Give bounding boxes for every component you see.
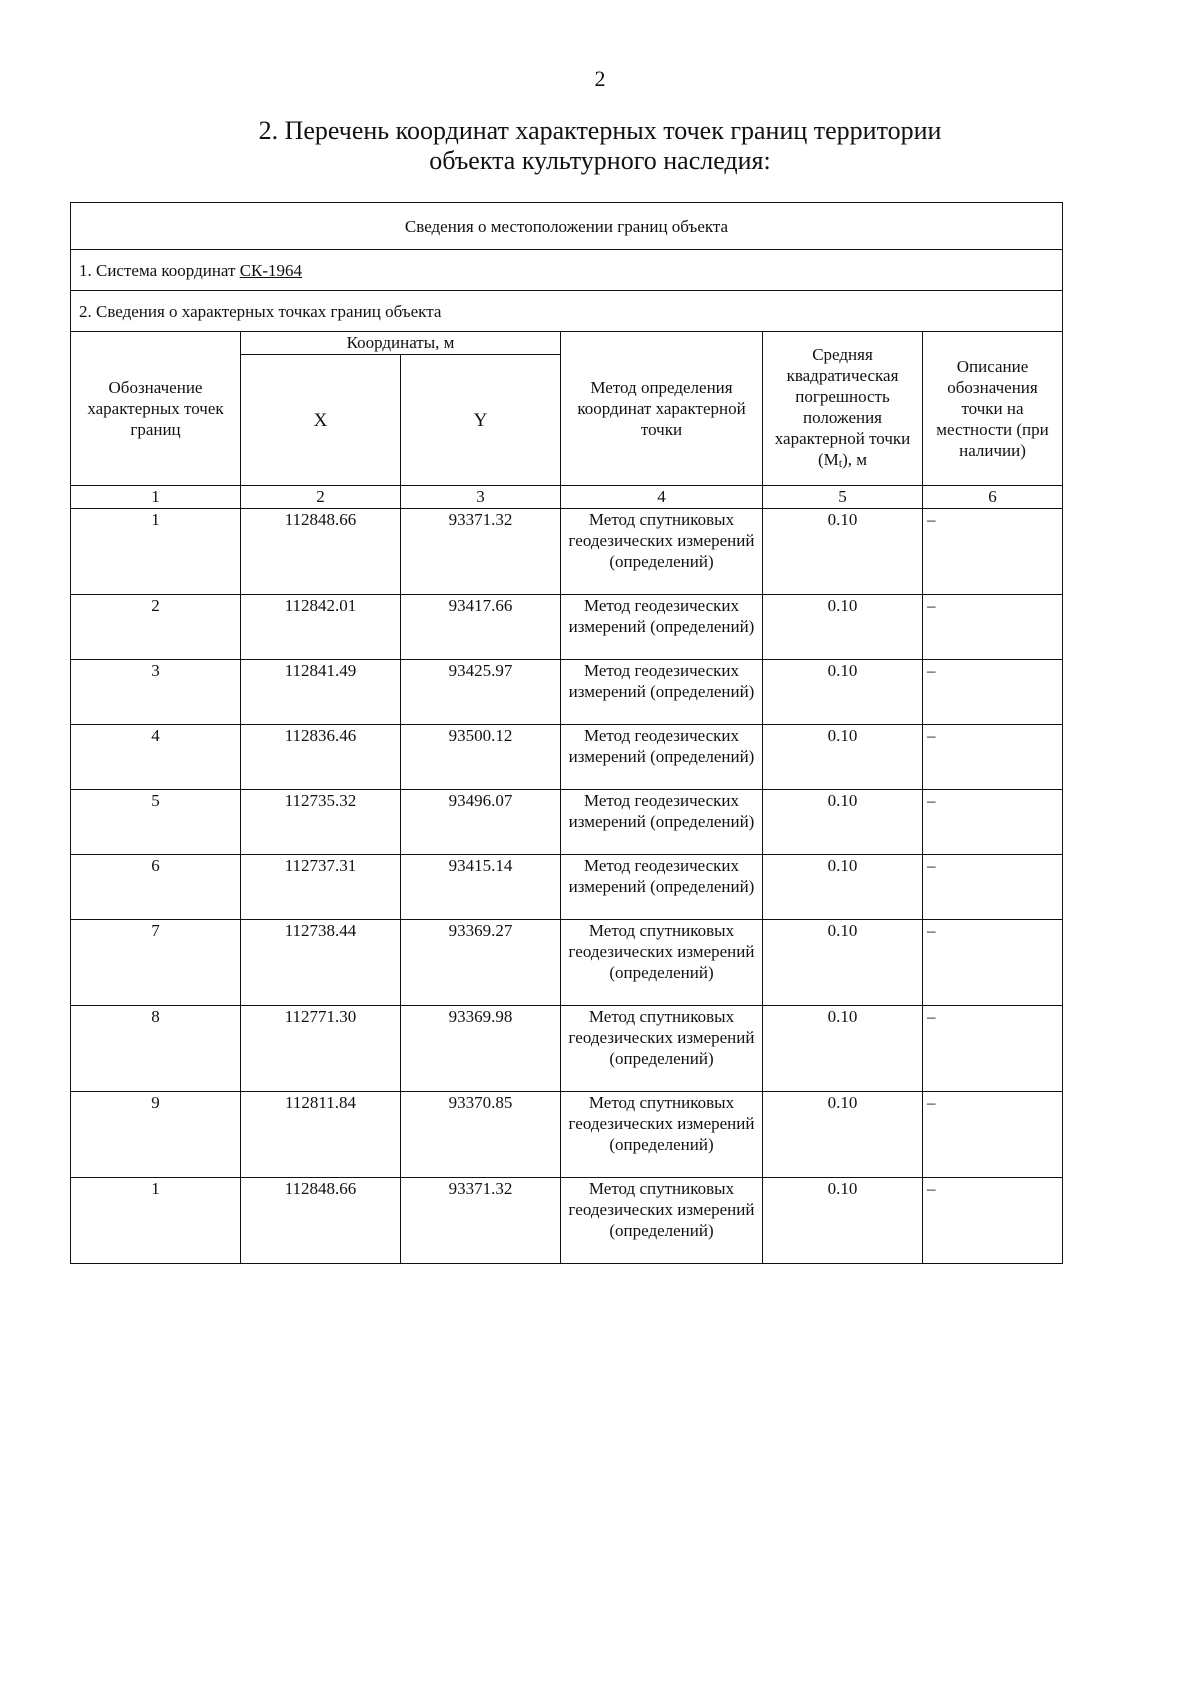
- coordinate-y: 93417.66: [401, 595, 561, 660]
- method-cell: Метод спутниковых геодезических измерений (определений): [561, 1178, 763, 1264]
- point-designation: 7: [71, 920, 241, 1006]
- coordinate-x: 112811.84: [241, 1092, 401, 1178]
- coordinate-y: 93371.32: [401, 1178, 561, 1264]
- coordinate-x: 112836.46: [241, 725, 401, 790]
- error-cell: 0.10: [763, 509, 923, 595]
- column-number: 6: [923, 486, 1063, 509]
- column-number: 3: [401, 486, 561, 509]
- description-cell: –: [923, 920, 1063, 1006]
- method-cell: Метод геодезических измерений (определений): [561, 855, 763, 920]
- method-cell: Метод спутниковых геодезических измерений (определений): [561, 920, 763, 1006]
- error-cell: 0.10: [763, 1178, 923, 1264]
- point-designation: 5: [71, 790, 241, 855]
- column-number: 5: [763, 486, 923, 509]
- table-row: [71, 725, 1063, 790]
- page-number: 2: [594, 66, 606, 91]
- table-row: [71, 1006, 1063, 1092]
- description-cell: –: [923, 790, 1063, 855]
- description-cell: –: [923, 855, 1063, 920]
- coordinate-x: 112738.44: [241, 920, 401, 1006]
- coordinate-y: 93369.27: [401, 920, 561, 1006]
- table-row: [71, 595, 1063, 660]
- method-cell: Метод геодезических измерений (определений): [561, 595, 763, 660]
- column-number: 4: [561, 486, 763, 509]
- table-row: [71, 920, 1063, 1006]
- column-number: 2: [241, 486, 401, 509]
- table-row: [71, 855, 1063, 920]
- method-cell: Метод спутниковых геодезических измерений (определений): [561, 1006, 763, 1092]
- method-cell: Метод геодезических измерений (определений): [561, 725, 763, 790]
- method-cell: Метод геодезических измерений (определений): [561, 660, 763, 725]
- point-designation: 1: [71, 1178, 241, 1264]
- coordinate-y: 93370.85: [401, 1092, 561, 1178]
- column-numbers-row: [71, 486, 1063, 509]
- table-row: [71, 660, 1063, 725]
- title-line-1: 2. Перечень координат характерных точек границ территории: [258, 116, 942, 145]
- table-caption: Сведения о местоположении границ объекта: [71, 203, 1063, 250]
- coordinate-x: 112737.31: [241, 855, 401, 920]
- error-cell: 0.10: [763, 790, 923, 855]
- description-cell: –: [923, 725, 1063, 790]
- coordinate-system-label: 1. Система координат: [79, 260, 240, 280]
- table-row: [71, 1178, 1063, 1264]
- header-description: Описание обозначения точки на местности (при наличии): [923, 332, 1063, 486]
- column-number: 1: [71, 486, 241, 509]
- coordinate-x: 112735.32: [241, 790, 401, 855]
- coordinate-y: 93425.97: [401, 660, 561, 725]
- coordinate-y: 93371.32: [401, 509, 561, 595]
- header-error-subscript: t: [838, 455, 843, 470]
- method-cell: Метод спутниковых геодезических измерений (определений): [561, 509, 763, 595]
- method-cell: Метод спутниковых геодезических измерений (определений): [561, 1092, 763, 1178]
- description-cell: –: [923, 595, 1063, 660]
- coordinate-x: 112842.01: [241, 595, 401, 660]
- header-y: Y: [401, 355, 561, 486]
- header-coordinates: Координаты, м: [241, 332, 561, 355]
- table-row: [71, 509, 1063, 595]
- table-row: [71, 1092, 1063, 1178]
- point-designation: 2: [71, 595, 241, 660]
- point-designation: 1: [71, 509, 241, 595]
- coordinate-y: 93369.98: [401, 1006, 561, 1092]
- point-designation: 4: [71, 725, 241, 790]
- title-line-2: объекта культурного наследия:: [429, 146, 771, 175]
- coordinate-x: 112848.66: [241, 509, 401, 595]
- header-designation: Обозначение характерных точек границ: [71, 332, 241, 486]
- description-cell: –: [923, 1006, 1063, 1092]
- header-error-text: Средняя квадратическая погрешность положения характерной точки (M: [774, 344, 911, 469]
- coordinate-x: 112841.49: [241, 660, 401, 725]
- table-body: [71, 509, 1063, 1264]
- method-cell: Метод геодезических измерений (определений): [561, 790, 763, 855]
- coordinate-y: 93496.07: [401, 790, 561, 855]
- description-cell: –: [923, 1178, 1063, 1264]
- coordinate-y: 93415.14: [401, 855, 561, 920]
- description-cell: –: [923, 1092, 1063, 1178]
- error-cell: 0.10: [763, 725, 923, 790]
- error-cell: 0.10: [763, 1006, 923, 1092]
- point-designation: 8: [71, 1006, 241, 1092]
- coordinate-x: 112848.66: [241, 1178, 401, 1264]
- coordinate-y: 93500.12: [401, 725, 561, 790]
- coordinates-table: [70, 202, 1063, 1264]
- coordinate-system: [71, 250, 1063, 291]
- point-designation: 3: [71, 660, 241, 725]
- error-cell: 0.10: [763, 855, 923, 920]
- header-method: Метод определения координат характерной точки: [561, 332, 763, 486]
- point-designation: 6: [71, 855, 241, 920]
- error-cell: 0.10: [763, 920, 923, 1006]
- description-cell: –: [923, 509, 1063, 595]
- document-title: [0, 116, 1200, 176]
- header-error: [763, 332, 923, 486]
- header-x: X: [241, 355, 401, 486]
- table-row: [71, 790, 1063, 855]
- header-error-unit: ), м: [842, 449, 868, 469]
- description-cell: –: [923, 660, 1063, 725]
- coordinate-system-value: СК-1964: [239, 260, 303, 280]
- error-cell: 0.10: [763, 595, 923, 660]
- points-section-heading: 2. Сведения о характерных точках границ объекта: [71, 291, 1063, 332]
- point-designation: 9: [71, 1092, 241, 1178]
- error-cell: 0.10: [763, 660, 923, 725]
- error-cell: 0.10: [763, 1092, 923, 1178]
- coordinate-x: 112771.30: [241, 1006, 401, 1092]
